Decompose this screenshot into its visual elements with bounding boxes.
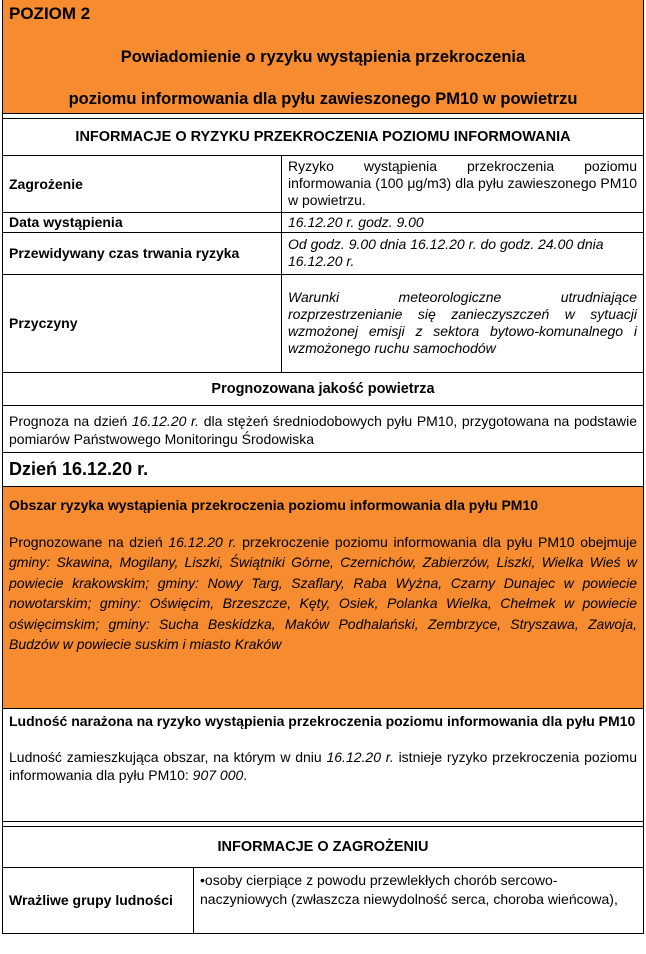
row-label: Wrażliwe grupy ludności bbox=[3, 868, 194, 934]
row-label: Zagrożenie bbox=[3, 156, 282, 212]
table-row bbox=[3, 868, 643, 934]
notice-document bbox=[2, 0, 644, 934]
risk-area-heading: Obszar ryzyka wystąpienia przekroczenia poziomu informowania dla pyłu PM10 bbox=[9, 496, 539, 513]
table-row bbox=[3, 232, 643, 274]
population-date: 16.12.20 r. bbox=[326, 748, 394, 765]
table-row bbox=[3, 212, 643, 232]
bullet-icon: • bbox=[200, 871, 205, 888]
text-part: . bbox=[243, 766, 248, 783]
text-part: Ludność zamieszkująca obszar, na którym w dniu bbox=[9, 748, 327, 765]
notice-title-line-1: Powiadomienie o ryzyku wystąpienia przekroczenia bbox=[120, 48, 526, 66]
text-part: dla stężeń średniodobowych pyłu PM10, przygotowana na podstawie pomiarów Państwowego Monitoringu Środowiska bbox=[9, 412, 637, 447]
vulnerable-group-item: osoby cierpiące z powodu przewlekłych chorób sercowo-naczyniowych (zwłaszcza niewydolność serca, choroba wieńcowa), bbox=[200, 871, 618, 907]
row-label: Przewidywany czas trwania ryzyka bbox=[3, 232, 282, 274]
text-part: Prognozowane na dzień bbox=[9, 533, 169, 550]
population-text bbox=[9, 748, 637, 784]
population-block bbox=[3, 709, 643, 822]
forecast-heading: Prognozowana jakość powietrza bbox=[3, 373, 643, 406]
notice-title-line-2: poziomu informowania dla pyłu zawieszonego PM10 w powietrzu bbox=[68, 90, 578, 108]
forecast-date: 16.12.20 r. bbox=[131, 412, 200, 429]
row-label: Data wystąpienia bbox=[3, 212, 282, 232]
risk-area-date: 16.12.20 r. bbox=[168, 533, 237, 550]
table-row bbox=[3, 274, 643, 372]
population-count: 907 000 bbox=[192, 766, 244, 783]
row-value: 16.12.20 r. godz. 9.00 bbox=[282, 212, 644, 232]
row-value: Od godz. 9.00 dnia 16.12.20 r. do godz. 24.00 dnia 16.12.20 r. bbox=[282, 232, 644, 274]
day-label: Dzień 16.12.20 r. bbox=[3, 453, 643, 487]
risk-area-list: gminy: Skawina, Mogilany, Liszki, Świątniki Górne, Czernichów, Zabierzów, Liszki, Wielka Wieś w powiecie krakowskim; gminy: Nowy Targ, Szaflary, Raba Wyżna, Czarny Dunajec w powiecie nowotarskim; gminy: Oświęcim, Brzeszcze, Kęty, Osiek, Polanka Wielka, Chełmek w powiecie oświęcimskim; gminy: Sucha Beskidzka, Maków Podhalański, Zembrzyce, Stryszawa, Zawoja, Budzów w powiecie suskim i miasto Kraków bbox=[9, 554, 637, 652]
risk-area-block bbox=[3, 487, 643, 709]
text-part: istnieje ryzyko przekroczenia poziomu informowania dla pyłu PM10: bbox=[9, 748, 638, 783]
text-part: Prognoza na dzień bbox=[9, 412, 132, 429]
text-part: przekroczenie poziomu informowania dla pyłu PM10 obejmuje bbox=[236, 533, 638, 550]
row-value bbox=[194, 868, 644, 934]
row-value: Warunki meteorologiczne utrudniające rozprzestrzenianie się zanieczyszczeń w sytuacji wzmożonej emisji z sektora bytowo-komunalnego i wzmożonego ruchu samochodów bbox=[282, 274, 644, 372]
notice-header bbox=[3, 0, 643, 114]
population-heading: Ludność narażona na ryzyko wystąpienia przekroczenia poziomu informowania dla pyłu PM10 bbox=[9, 712, 636, 729]
forecast-text bbox=[3, 406, 643, 453]
threat-table bbox=[3, 868, 643, 935]
table-row bbox=[3, 156, 643, 212]
threat-heading: INFORMACJE O ZAGROŻENIU bbox=[3, 827, 643, 868]
risk-area-text bbox=[9, 532, 637, 655]
row-value: Ryzyko wystąpienia przekroczenia poziomu informowania (100 μg/m3) dla pyłu zawieszonego PM10 w powietrzu. bbox=[282, 156, 644, 212]
level-label: POZIOM 2 bbox=[9, 4, 91, 23]
risk-info-table bbox=[3, 156, 643, 373]
risk-info-heading: INFORMACJE O RYZYKU PRZEKROCZENIA POZIOMU INFORMOWANIA bbox=[3, 119, 643, 156]
row-label: Przyczyny bbox=[3, 274, 282, 372]
